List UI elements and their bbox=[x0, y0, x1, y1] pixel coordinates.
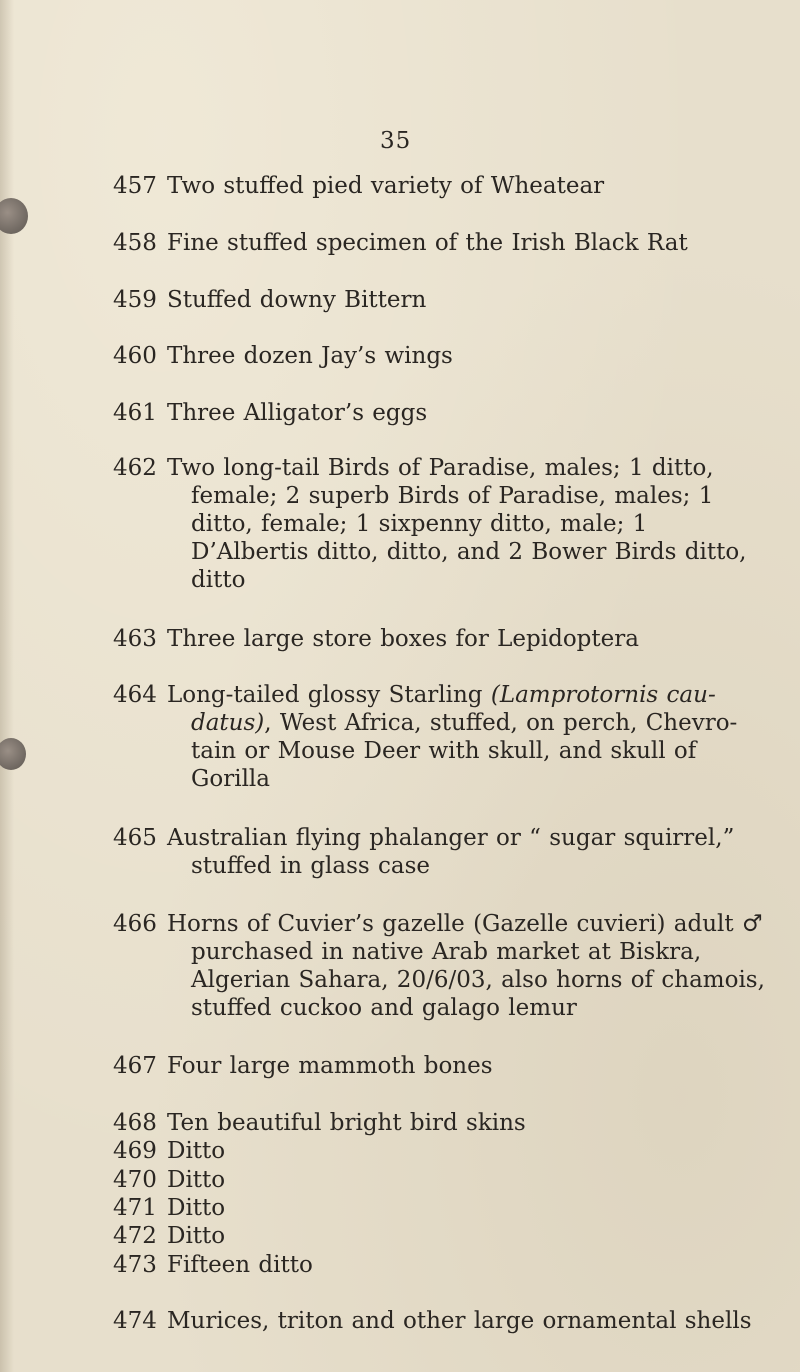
lot-line: Murices, triton and other large ornamental shells bbox=[167, 1308, 752, 1334]
lot-line: Three large store boxes for Lepidoptera bbox=[167, 626, 639, 652]
lot-description bbox=[167, 625, 795, 653]
lot-line: Algerian Sahara, 20/6/03, also horns of chamois, bbox=[191, 967, 765, 993]
ink-blot-mark bbox=[0, 738, 26, 770]
lot-line: Ditto bbox=[167, 1167, 226, 1193]
lot-description bbox=[167, 681, 795, 793]
lot-line: Stuffed downy Bittern bbox=[167, 287, 427, 313]
lot-number: 466 bbox=[113, 911, 157, 937]
lot-description bbox=[167, 342, 795, 370]
lot-number: 473 bbox=[113, 1252, 157, 1278]
lot-line: Ditto bbox=[167, 1223, 226, 1249]
lot-description bbox=[167, 454, 795, 594]
lot-description bbox=[167, 1166, 795, 1194]
lot-number: 467 bbox=[113, 1053, 157, 1079]
lot-line: Three dozen Jay’s wings bbox=[167, 343, 453, 369]
lot-line: Ditto bbox=[167, 1195, 226, 1221]
lot-line: Gorilla bbox=[191, 766, 270, 792]
lot-description bbox=[167, 1137, 795, 1165]
lot-description bbox=[167, 399, 795, 427]
lot-description bbox=[167, 286, 795, 314]
lot-line: Australian flying phalanger or “ sugar squirrel,” bbox=[167, 825, 735, 851]
lot-line: ditto bbox=[191, 567, 246, 593]
lot-line: purchased in native Arab market at Biskra, bbox=[191, 939, 702, 965]
lot-line: Horns of Cuvier’s gazelle (Gazelle cuvieri) adult ♂ bbox=[167, 911, 763, 937]
lot-number: 469 bbox=[113, 1138, 157, 1164]
lot-line: tain or Mouse Deer with skull, and skull of bbox=[191, 738, 697, 764]
lot-number: 472 bbox=[113, 1223, 157, 1249]
lot-line: datus), West Africa, stuffed, on perch, Chevro- bbox=[191, 710, 738, 736]
lot-number: 460 bbox=[113, 343, 157, 369]
lot-description bbox=[167, 1251, 795, 1279]
lot-description bbox=[167, 910, 795, 1022]
page-number: 35 bbox=[380, 128, 412, 154]
lot-number: 465 bbox=[113, 825, 157, 851]
lot-number: 464 bbox=[113, 682, 157, 708]
lot-line: Ten beautiful bright bird skins bbox=[167, 1110, 526, 1136]
lot-line: ditto, female; 1 sixpenny ditto, male; 1 bbox=[191, 511, 648, 537]
lot-line: D’Albertis ditto, ditto, and 2 Bower Birds ditto, bbox=[191, 539, 747, 565]
lot-description bbox=[167, 172, 795, 200]
lot-description bbox=[167, 1307, 795, 1335]
lot-description bbox=[167, 1194, 795, 1222]
lot-line: Two stuffed pied variety of Wheatear bbox=[167, 173, 605, 199]
scientific-name: datus) bbox=[191, 710, 265, 736]
ink-blot-mark bbox=[0, 198, 28, 234]
lot-line: female; 2 superb Birds of Paradise, males; 1 bbox=[191, 483, 714, 509]
lot-line: Long-tailed glossy Starling (Lamprotornis cau- bbox=[167, 682, 716, 708]
lot-number: 459 bbox=[113, 287, 157, 313]
lot-line: Fifteen ditto bbox=[167, 1252, 313, 1278]
lot-number: 461 bbox=[113, 400, 157, 426]
lot-description bbox=[167, 1109, 795, 1137]
lot-number: 457 bbox=[113, 173, 157, 199]
lot-number: 471 bbox=[113, 1195, 157, 1221]
lot-line: stuffed in glass case bbox=[191, 853, 431, 879]
lot-description bbox=[167, 1222, 795, 1250]
lot-description bbox=[167, 824, 795, 880]
lot-number: 458 bbox=[113, 230, 157, 256]
lot-number: 474 bbox=[113, 1308, 157, 1334]
lot-line: Two long-tail Birds of Paradise, males; 1 ditto, bbox=[167, 455, 714, 481]
lot-number: 468 bbox=[113, 1110, 157, 1136]
lot-line: Four large mammoth bones bbox=[167, 1053, 493, 1079]
lot-number: 470 bbox=[113, 1167, 157, 1193]
lot-line: stuffed cuckoo and galago lemur bbox=[191, 995, 577, 1021]
lot-line: Ditto bbox=[167, 1138, 226, 1164]
lot-description bbox=[167, 1052, 795, 1080]
lot-number: 462 bbox=[113, 455, 157, 481]
lot-number: 463 bbox=[113, 626, 157, 652]
lot-line: Fine stuffed specimen of the Irish Black Rat bbox=[167, 230, 688, 256]
lot-description bbox=[167, 229, 795, 257]
scientific-name: (Lamprotornis cau- bbox=[490, 682, 716, 708]
lot-line: Three Alligator’s eggs bbox=[167, 400, 428, 426]
